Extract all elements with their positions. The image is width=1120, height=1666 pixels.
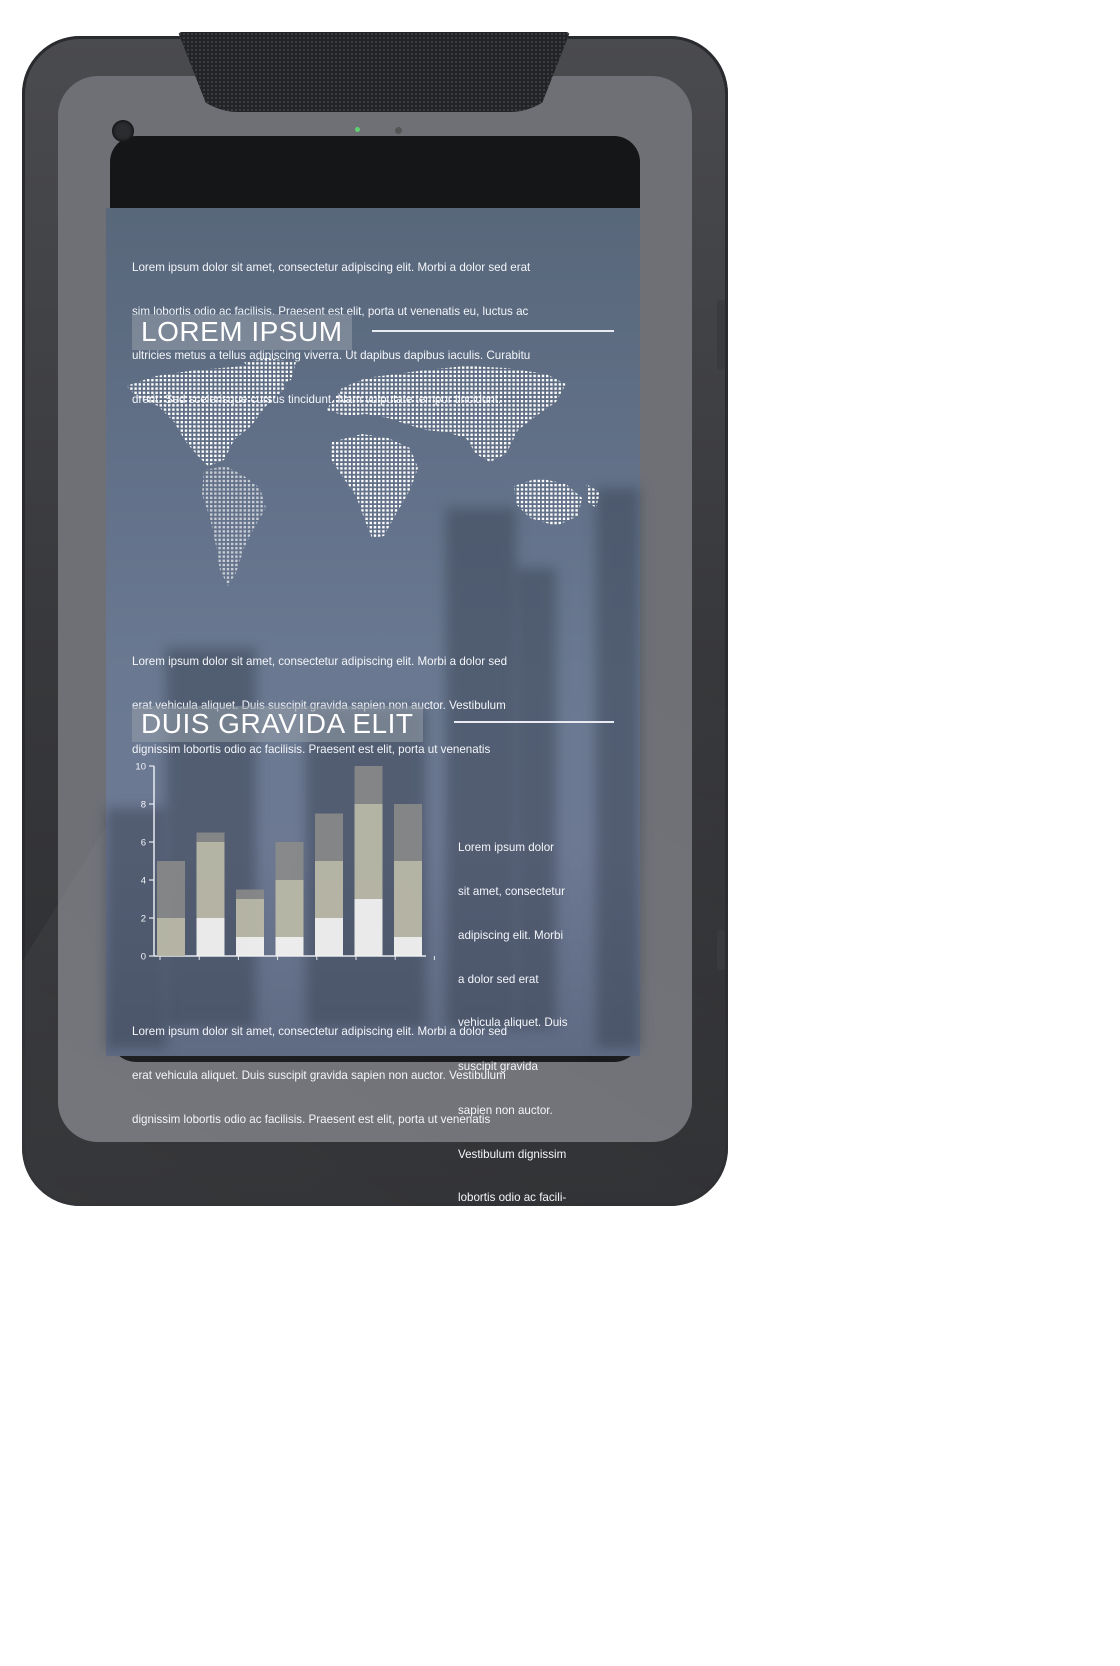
- speaker-grille: [178, 32, 570, 112]
- map-continent: [126, 358, 628, 591]
- map-continent: [126, 358, 628, 591]
- section-heading-lorem-ipsum: LOREM IPSUM: [132, 314, 352, 350]
- y-tick-label: 2: [141, 914, 146, 925]
- bar-segment: [276, 937, 304, 956]
- y-tick-label: 0: [141, 952, 146, 963]
- y-tick-label: 6: [141, 838, 146, 849]
- intro-line: Lorem ipsum dolor sit amet, consectetur adipiscing elit. Morbi a dolor sed erat: [132, 261, 530, 276]
- bar-segment: [394, 861, 422, 937]
- world-map: [126, 358, 626, 593]
- middle-line: Lorem ipsum dolor sit amet, consectetur adipiscing elit. Morbi a dolor sed: [132, 655, 507, 670]
- bar-segment: [197, 918, 225, 956]
- y-tick-label: 10: [135, 762, 146, 773]
- bar-segment: [315, 861, 343, 918]
- section-heading-duis-gravida-elit: DUIS GRAVIDA ELIT: [132, 706, 423, 742]
- side-line: sapien non auctor.: [458, 1104, 568, 1119]
- light-sensor-icon: [395, 127, 402, 134]
- intro-line: sim lobortis odio ac facilisis. Praesent est elit, porta ut venenatis eu, luctus ac: [132, 305, 530, 320]
- bar-segment: [355, 899, 383, 956]
- side-line: Vestibulum dignissim: [458, 1148, 568, 1163]
- front-camera-icon: [112, 120, 134, 142]
- side-line: lobortis odio ac facili-: [458, 1191, 568, 1206]
- intro-line: ultricies metus a tellus adipiscing viverra. Ut dapibus dapibus iaculis. Curabitu: [132, 349, 530, 364]
- bottom-line: erat vehicula aliquet. Duis suscipit gravida sapien non auctor. Vestibulum: [132, 1069, 507, 1084]
- y-tick-label: 8: [141, 800, 146, 811]
- bar-segment: [394, 804, 422, 861]
- bar-segment: [197, 842, 225, 918]
- bar-segment: [276, 880, 304, 937]
- bar-segment: [355, 766, 383, 804]
- map-continent: [126, 358, 628, 591]
- side-line: vehicula aliquet. Duis: [458, 1016, 568, 1031]
- bar-segment: [315, 918, 343, 956]
- bar-segment: [236, 937, 264, 956]
- map-continent: [126, 358, 628, 591]
- y-tick-label: 4: [141, 876, 146, 887]
- map-continent: [126, 358, 628, 591]
- bar-segment: [236, 899, 264, 937]
- middle-line: dignissim lobortis odio ac facilisis. Praesent est elit, porta ut venenatis: [132, 743, 507, 758]
- bar-segment: [394, 937, 422, 956]
- bar-segment: [315, 814, 343, 862]
- side-line: sit amet, consectetur: [458, 885, 568, 900]
- bottom-paragraph: [132, 996, 507, 1157]
- bar-segment: [157, 918, 185, 956]
- intro-line: drerit. Sed scelerisque cursus tincidunt. Nam vulputate tempor tincidunt.: [132, 393, 530, 408]
- bottom-line: dignissim lobortis odio ac facilisis. Praesent est elit, porta ut venenatis: [132, 1113, 507, 1128]
- map-continent: [126, 358, 628, 591]
- side-line: a dolor sed erat: [458, 973, 568, 988]
- status-led-icon: [355, 127, 360, 132]
- map-continent: [126, 358, 628, 591]
- bar-segment: [355, 804, 383, 899]
- heading-rule: [454, 721, 614, 723]
- bottom-line: Lorem ipsum dolor sit amet, consectetur adipiscing elit. Morbi a dolor sed: [132, 1025, 507, 1040]
- power-button[interactable]: [717, 930, 725, 970]
- stacked-bar-chart: [110, 758, 430, 968]
- bar-segment: [197, 833, 225, 843]
- middle-line: auctor. Vestibulum: [132, 699, 507, 714]
- bar-segment: [236, 890, 264, 900]
- side-line: adipiscing elit. Morbi: [458, 929, 568, 944]
- volume-button[interactable]: [717, 300, 725, 370]
- heading-rule: [372, 330, 614, 332]
- bar-segment: [157, 861, 185, 918]
- side-line: suscipit gravida: [458, 1060, 568, 1075]
- side-line: Lorem ipsum dolor: [458, 841, 568, 856]
- bar-segment: [276, 842, 304, 880]
- screen: [106, 208, 640, 1056]
